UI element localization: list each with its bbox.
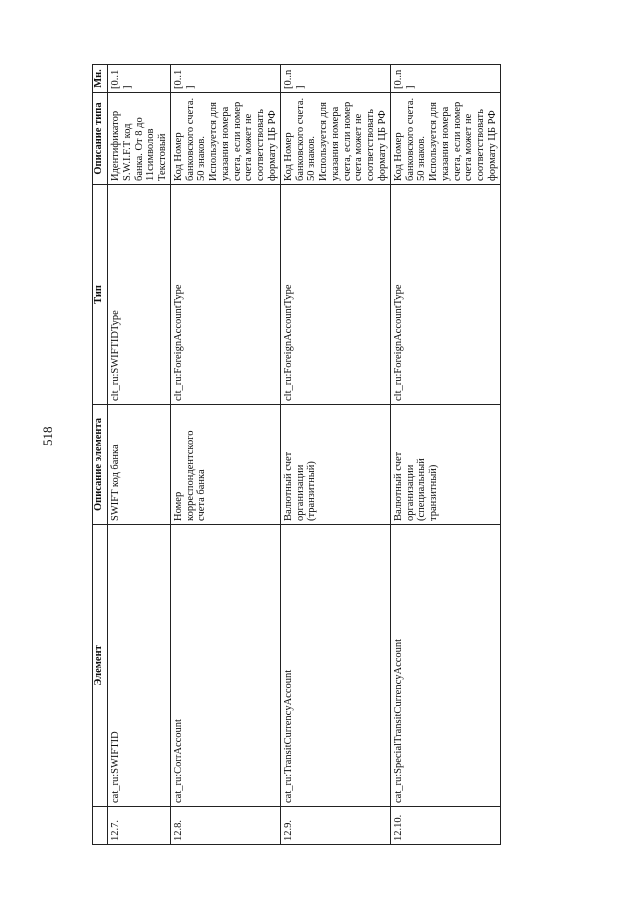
cell-element: cat_ru:CorrAccount bbox=[170, 525, 280, 807]
page-number: 518 bbox=[40, 426, 55, 446]
spec-table bbox=[92, 64, 501, 845]
cell-num: 12.9. bbox=[280, 807, 390, 845]
cell-type: clt_ru:ForeignAccountType bbox=[170, 185, 280, 405]
cell-element: cat_ru:SpecialTransitCurrencyAccount bbox=[390, 525, 500, 807]
cell-element-desc: Номер корреспондентского счета банка bbox=[170, 405, 280, 525]
cell-type: clt_ru:ForeignAccountType bbox=[390, 185, 500, 405]
cell-element-desc: Валютный счет организации (транзитный) bbox=[280, 405, 390, 525]
cell-type-desc: Код Номер банковского счета. 50 знаков. Используется для указания номера счета, если номер счета может не соответствовать формату ЦБ РФ bbox=[170, 93, 280, 185]
table-row bbox=[390, 65, 500, 845]
header-mult: Мн. bbox=[93, 65, 108, 93]
cell-element: cat_ru:SWIFTID bbox=[108, 525, 171, 807]
table-row bbox=[280, 65, 390, 845]
cell-num: 12.8. bbox=[170, 807, 280, 845]
rotated-table-container bbox=[92, 65, 498, 845]
cell-num: 12.10. bbox=[390, 807, 500, 845]
header-element-desc: Описание элемента bbox=[93, 405, 108, 525]
cell-type: clt_ru:SWIFTIDType bbox=[108, 185, 171, 405]
cell-type: clt_ru:ForeignAccountType bbox=[280, 185, 390, 405]
cell-num: 12.7. bbox=[108, 807, 171, 845]
cell-mult: [0..n] bbox=[390, 65, 500, 93]
header-num bbox=[93, 807, 108, 845]
cell-mult: [0..1] bbox=[108, 65, 171, 93]
cell-mult: [0..1] bbox=[170, 65, 280, 93]
cell-element-desc: SWIFT код банка bbox=[108, 405, 171, 525]
header-type: Тип bbox=[93, 185, 108, 405]
table-row bbox=[170, 65, 280, 845]
cell-element: cat_ru:TransitCurrencyAccount bbox=[280, 525, 390, 807]
cell-mult: [0..n] bbox=[280, 65, 390, 93]
header-element: Элемент bbox=[93, 525, 108, 807]
cell-type-desc: Код Номер банковского счета. 50 знаков. Используется для указания номера счета, если номер счета может не соответствовать формату ЦБ РФ bbox=[280, 93, 390, 185]
header-type-desc: Описание типа bbox=[93, 93, 108, 185]
table-header-row bbox=[93, 65, 108, 845]
cell-type-desc: Идентификатор S.W.I.F.T код банка. От 8 до 11символов Текстовый bbox=[108, 93, 171, 185]
cell-type-desc: Код Номер банковского счета. 50 знаков. Используется для указания номера счета, если номер счета может не соответствовать формату ЦБ РФ bbox=[390, 93, 500, 185]
table-row bbox=[108, 65, 171, 845]
cell-element-desc: Валютный счет организации (специальный транзитный) bbox=[390, 405, 500, 525]
